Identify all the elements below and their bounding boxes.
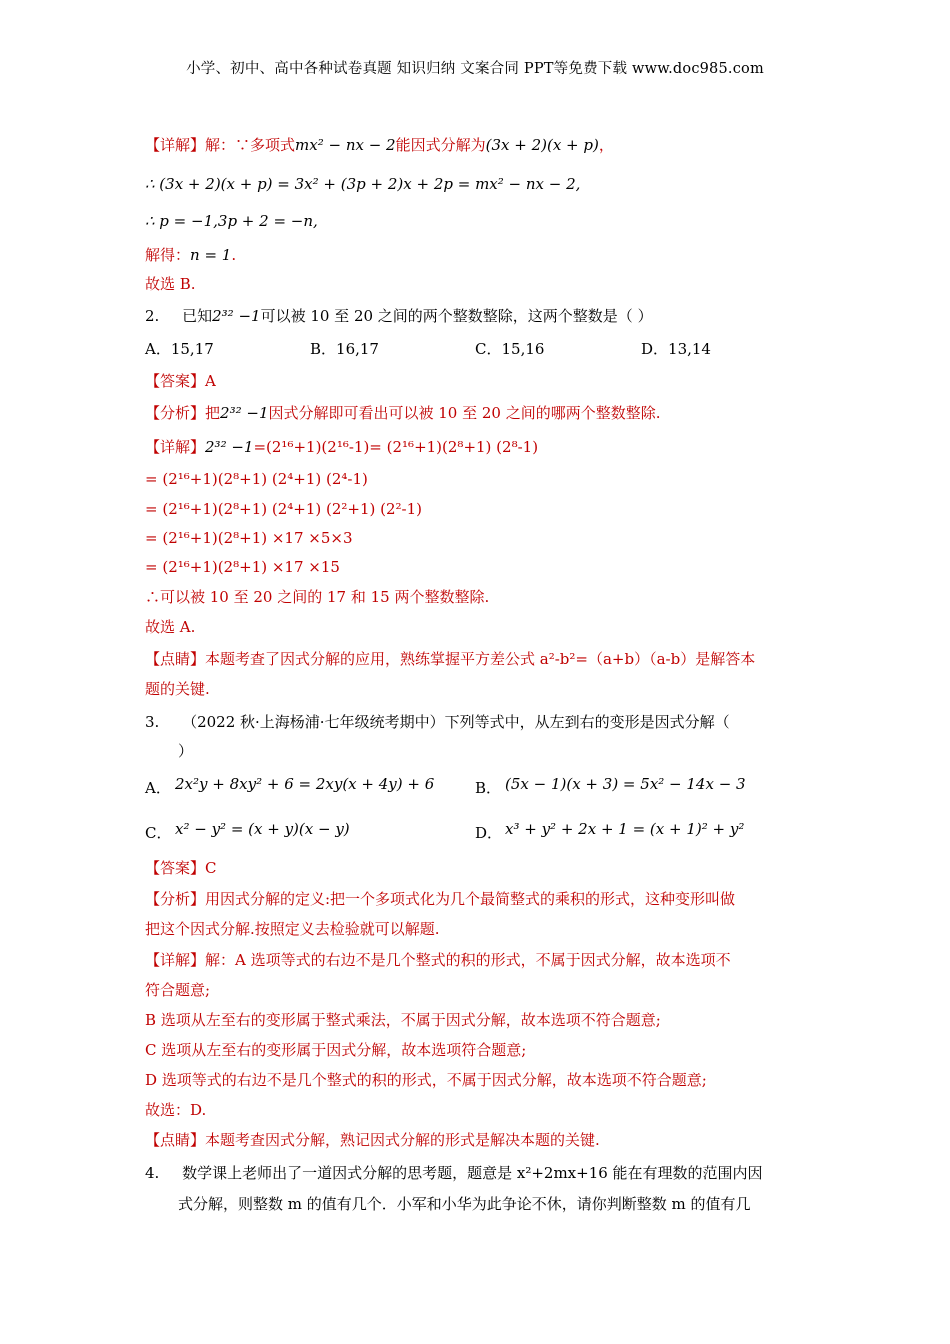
q1-detail-line4 [145, 245, 236, 265]
option-d-label: D． [475, 824, 503, 842]
page-header: 小学、初中、高中各种试卷真题 知识归纳 文案合同 PPT等免费下载 www.doc985.com [186, 61, 764, 77]
option-b: (5x − 1)(x + 3) = 5x² − 14x − 3 [505, 775, 746, 793]
q3-analysis-line2: 把这个因式分解.按照定义去检验就可以解题. [145, 920, 440, 938]
stem-text: 可以被 10 至 20 之间的两个整数整除，这两个整数是（ ） [260, 307, 653, 325]
detail-step: =(2¹⁶+1)(2¹⁶-1)= (2¹⁶+1)(2⁸+1) (2⁸-1) [253, 438, 539, 456]
q3-stem-line2: ） [178, 742, 194, 760]
detail-text: 解得： [145, 246, 191, 264]
q3-analysis-line1: 【分析】用因式分解的定义:把一个多项式化为几个最简整式的乘积的形式，这种变形叫做 [145, 890, 736, 908]
q3-stem-line1 [145, 712, 730, 732]
stem-text: （2022 秋·上海杨浦·七年级统考期中）下列等式中，从左到右的变形是因式分解（ [182, 713, 730, 731]
q3-detail-line2: 符合题意; [145, 981, 211, 999]
q2-step5: = (2¹⁶+1)(2⁸+1) ×17 ×15 [145, 558, 340, 576]
question-number: 3. [145, 713, 160, 731]
q4-stem-line1 [145, 1163, 763, 1183]
q2-step3: = (2¹⁶+1)(2⁸+1) (2⁴+1) (2²+1) (2²-1) [145, 500, 423, 518]
q4-stem-line2: 式分解，则整数 m 的值有几个．小军和小华为此争论不休，请你判断整数 m 的值有几 [178, 1195, 751, 1213]
detail-text: 能因式分解为 [395, 136, 486, 154]
q3-select: 故选：D. [145, 1101, 207, 1119]
q1-detail-line3: ∴ p = −1,3p + 2 = −n, [145, 212, 318, 230]
option-a-label: A． [145, 779, 171, 797]
q3-comment: 【点睛】本题考查因式分解，熟记因式分解的形式是解决本题的关键. [145, 1131, 600, 1149]
q2-step4: = (2¹⁶+1)(2⁸+1) ×17 ×5×3 [145, 529, 353, 547]
q3-detail-line1: 【详解】解：A 选项等式的右边不是几个整式的积的形式，不属于因式分解，故本选项不 [145, 951, 731, 969]
option-c: x² − y² = (x + y)(x − y) [175, 820, 350, 838]
q2-analysis [145, 403, 661, 423]
q2-comment-line1: 【点睛】本题考查了因式分解的应用，熟练掌握平方差公式 a²-b²=（a+b）（a-b）是解答本 [145, 650, 756, 668]
q3-detail-line5: D 选项等式的右边不是几个整式的积的形式，不属于因式分解，故本选项不符合题意; [145, 1071, 707, 1089]
q1-detail-line1 [145, 135, 614, 155]
question-number: 2. [145, 307, 160, 325]
math-expr: (3x + 2)(x + p) [485, 136, 599, 154]
option-b-label: B． [475, 779, 502, 797]
punct: . [231, 246, 237, 264]
q3-options-row2 [145, 821, 815, 845]
analysis-tag: 【分析】 [145, 404, 206, 422]
q2-conclusion: ∴可以被 10 至 20 之间的 17 和 15 两个整数整除. [145, 588, 490, 606]
math-expr: 2³² −1 [205, 438, 254, 456]
option-a: 2x²y + 8xy² + 6 = 2xy(x + 4y) + 6 [175, 775, 435, 793]
detail-tag: 【详解】 [145, 438, 206, 456]
detail-text: 解：∵多项式 [205, 136, 296, 154]
q2-stem [145, 306, 653, 326]
option-b: B．16,17 [310, 340, 379, 358]
q2-answer: 【答案】A [145, 372, 216, 390]
math-expr: mx² − nx − 2 [295, 136, 396, 154]
option-a: A．15,17 [145, 340, 214, 358]
math-expr: 2³² −1 [212, 307, 261, 325]
q2-select: 故选 A. [145, 618, 196, 636]
q2-comment-line2: 题的关键. [145, 680, 210, 698]
math-expr: 2³² −1 [220, 404, 269, 422]
option-c: C．15,16 [475, 340, 545, 358]
q3-options-row1 [145, 776, 815, 800]
analysis-text: 因式分解即可看出可以被 10 至 20 之间的哪两个整数整除. [268, 404, 661, 422]
option-c-label: C． [145, 824, 172, 842]
analysis-text: 把 [205, 404, 221, 422]
q3-answer: 【答案】C [145, 859, 217, 877]
detail-tag: 【详解】 [145, 136, 206, 154]
q1-select: 故选 B. [145, 275, 196, 293]
q2-detail [145, 437, 538, 457]
stem-text: 数学课上老师出了一道因式分解的思考题，题意是 x²+2mx+16 能在有理数的范围内因 [182, 1164, 763, 1182]
punct: ， [598, 136, 614, 154]
q3-detail-line3: B 选项从左至右的变形属于整式乘法，不属于因式分解，故本选项不符合题意; [145, 1011, 661, 1029]
question-number: 4. [145, 1164, 160, 1182]
q2-options [145, 339, 815, 359]
q2-step2: = (2¹⁶+1)(2⁸+1) (2⁴+1) (2⁴-1) [145, 470, 368, 488]
option-d: x³ + y² + 2x + 1 = (x + 1)² + y² [505, 820, 745, 838]
stem-text: 已知 [182, 307, 213, 325]
math-expr: n = 1 [190, 246, 232, 264]
option-d: D．13,14 [641, 340, 711, 358]
q3-detail-line4: C 选项从左至右的变形属于因式分解，故本选项符合题意; [145, 1041, 527, 1059]
q1-detail-line2: ∴ (3x + 2)(x + p) = 3x² + (3p + 2)x + 2p = mx² − nx − 2, [145, 175, 581, 193]
